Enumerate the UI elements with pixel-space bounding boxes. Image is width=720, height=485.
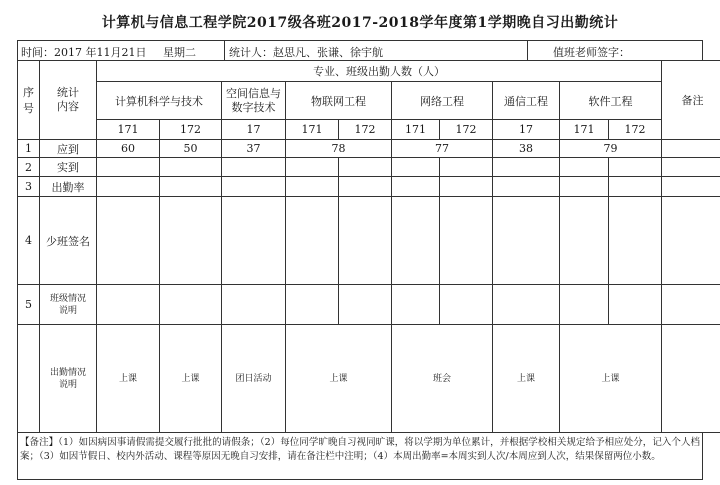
stat-content-header: 统计 内容 bbox=[40, 61, 97, 140]
class-header: 172 bbox=[440, 120, 493, 140]
info-bar bbox=[17, 40, 703, 60]
row-index: 1 bbox=[18, 140, 40, 158]
value-cell: 79 bbox=[560, 140, 662, 158]
value-cell: 37 bbox=[222, 140, 286, 158]
row-index: 4 bbox=[18, 197, 40, 285]
value-cell: 上课 bbox=[160, 325, 222, 433]
class-header: 172 bbox=[609, 120, 662, 140]
major-header: 通信工程 bbox=[493, 82, 560, 120]
major-header: 计算机科学与技术 bbox=[97, 82, 222, 120]
group-title-header: 专业、班级出勤人数（人） bbox=[97, 61, 662, 82]
value-cell: 77 bbox=[392, 140, 493, 158]
remarks-note: 【备注】（1）如因病因事请假需提交履行批批的请假条；（2）每位同学旷晚自习视同旷课，将以学期为单位累计，并根据学校相关规定给予相应处分，记入个人档案；（3）如因节假日、校内外活动、课程等原因无晚自习安排，请在备注栏中注明；（4）本周出勤率=本周实到人次/本周应到人次，结果保留两位小数。 bbox=[17, 433, 703, 480]
value-cell: 上课 bbox=[97, 325, 160, 433]
major-header: 空间信息与 数字技术 bbox=[222, 82, 286, 120]
value-cell: 上课 bbox=[286, 325, 392, 433]
value-cell: 78 bbox=[286, 140, 392, 158]
document-title: 计算机与信息工程学院2017级各班2017-2018学年度第1学期晚自习出勤统计 bbox=[101, 15, 619, 31]
row-index: 3 bbox=[18, 177, 40, 197]
value-cell: 38 bbox=[493, 140, 560, 158]
row-index: 5 bbox=[18, 285, 40, 325]
row-label: 应到 bbox=[40, 140, 97, 158]
index-header: 序号 bbox=[18, 61, 40, 140]
row-index bbox=[18, 325, 40, 433]
table-row bbox=[18, 177, 720, 197]
row-label: 出勤率 bbox=[40, 177, 97, 197]
teacher-sign-text: 值班老师签字： bbox=[553, 46, 630, 59]
row-label: 出勤情况 说明 bbox=[40, 325, 97, 433]
class-header: 17 bbox=[493, 120, 560, 140]
table-row bbox=[18, 285, 720, 325]
class-header: 171 bbox=[392, 120, 440, 140]
class-header: 172 bbox=[339, 120, 392, 140]
major-header: 软件工程 bbox=[560, 82, 662, 120]
value-cell: 团日活动 bbox=[222, 325, 286, 433]
row-label: 少班签名 bbox=[40, 197, 97, 285]
date-text: 时间：2017 年11月21日 bbox=[21, 46, 147, 59]
table-row bbox=[18, 158, 720, 177]
row-index: 2 bbox=[18, 158, 40, 177]
weekday-text: 星期二 bbox=[163, 46, 196, 59]
table-row bbox=[18, 325, 720, 433]
class-header: 17 bbox=[222, 120, 286, 140]
value-cell: 班会 bbox=[392, 325, 493, 433]
class-header: 171 bbox=[286, 120, 339, 140]
major-header: 物联网工程 bbox=[286, 82, 392, 120]
table-row bbox=[18, 140, 720, 158]
remark-cell bbox=[662, 325, 720, 433]
value-cell: 上课 bbox=[560, 325, 662, 433]
class-header: 171 bbox=[560, 120, 609, 140]
value-cell: 上课 bbox=[493, 325, 560, 433]
remark-header: 备注 bbox=[662, 61, 720, 140]
class-header: 171 bbox=[97, 120, 160, 140]
class-header: 172 bbox=[160, 120, 222, 140]
value-cell: 60 bbox=[97, 140, 160, 158]
table-row bbox=[18, 197, 720, 285]
remark-cell bbox=[662, 140, 720, 158]
value-cell: 50 bbox=[160, 140, 222, 158]
stats-person-text: 统计人：赵思凡、张谦、徐宇航 bbox=[229, 46, 383, 59]
major-header: 网络工程 bbox=[392, 82, 493, 120]
row-label: 班级情况 说明 bbox=[40, 285, 97, 325]
row-label: 实到 bbox=[40, 158, 97, 177]
attendance-table bbox=[17, 60, 720, 433]
